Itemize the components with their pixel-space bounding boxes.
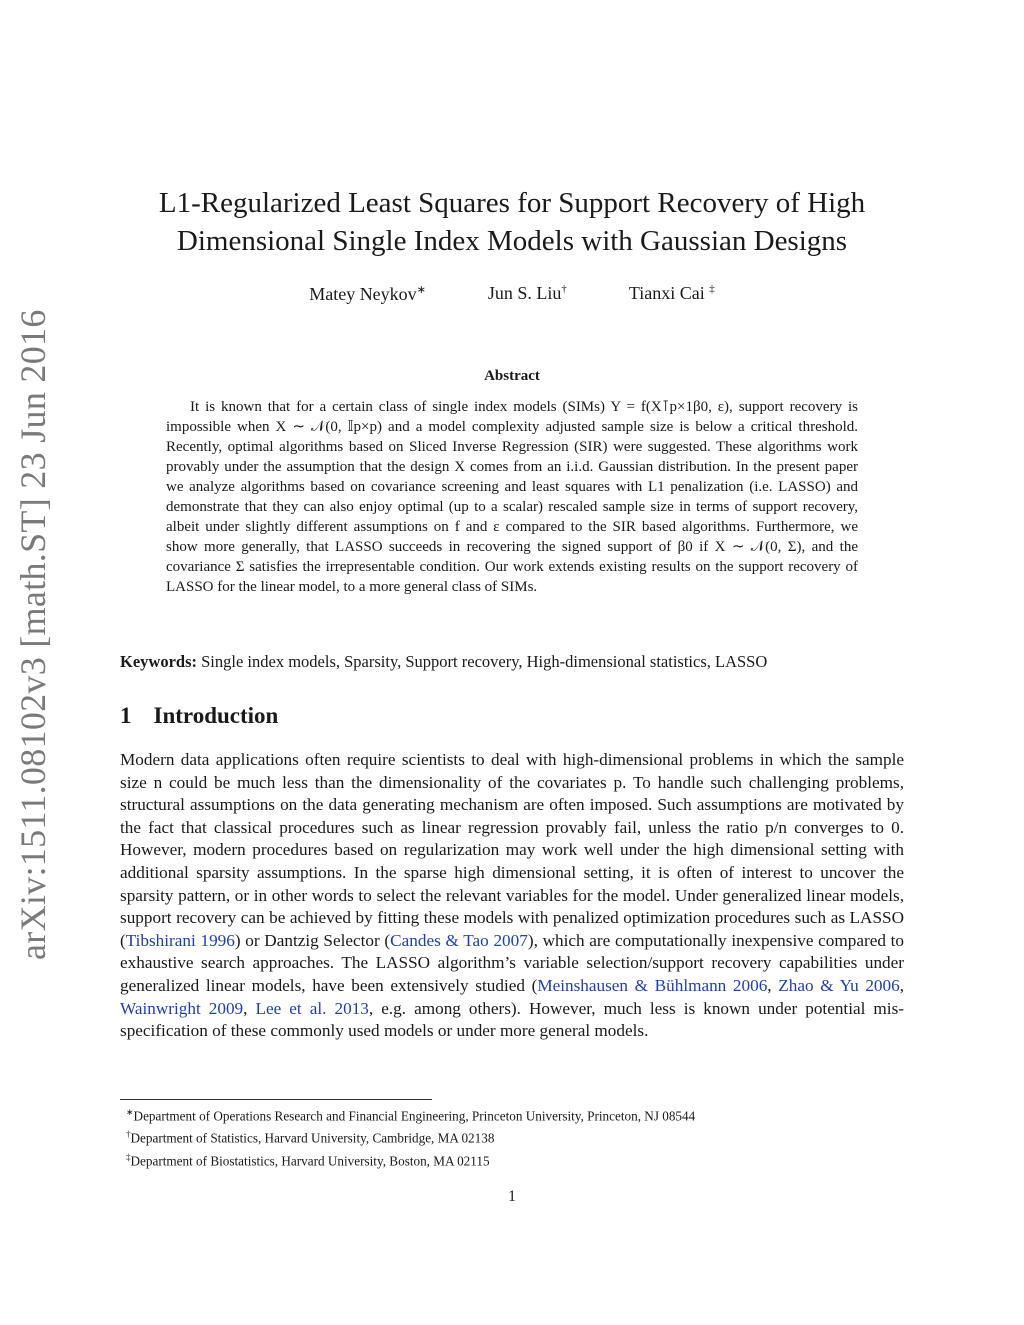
- author: [488, 283, 567, 305]
- title-line-1: L1-Regularized Least Squares for Support Recovery of High: [158, 187, 866, 219]
- introduction-paragraph: [120, 749, 904, 1043]
- footnote-text: Department of Biostatistics, Harvard University, Boston, MA 02115: [130, 1153, 490, 1169]
- section-title: Introduction: [153, 703, 279, 728]
- citation-link[interactable]: Candes & Tao 2007: [390, 930, 528, 950]
- footnote: [120, 1148, 904, 1170]
- abstract-heading: Abstract: [484, 368, 540, 384]
- abstract-text: It is known that for a certain class of single index models (SIMs) Y = f(X⊺p×1β0, ε), support recovery is impossible when X ∼ 𝒩(0, 𝕀p×p) and a model complexity adjusted sample size is below a critical threshold. Recently, optimal algorithms based on Sliced Inverse Regression (SIR) were suggested. These algorithms work provably under the assumption that the design X comes from an i.i.d. Gaussian distribution. In the present paper we analyze algorithms based on covariance screening and least squares with L1 penalization (i.e. LASSO) and demonstrate that they can also enjoy optimal (up to a scalar) rescaled sample size in terms of support recovery, albeit under slightly different assumptions on f and ε compared to the SIR based algorithms. Furthermore, we show more generally, that LASSO succeeds in recovering the signed support of β0 if X ∼ 𝒩(0, Σ), and the covariance Σ satisfies the irrepresentable condition. Our work extends existing results on the support recovery of LASSO for the linear model, to a more general class of SIMs.: [166, 399, 858, 595]
- arxiv-identifier-stamp: arXiv:1511.08102v3 [math.ST] 23 Jun 2016: [13, 309, 53, 960]
- author-name: Matey Neykov: [309, 284, 417, 304]
- citation-link[interactable]: Meinshausen & Bühlmann 2006: [537, 975, 768, 995]
- author-name: Jun S. Liu: [487, 283, 562, 303]
- keywords-label: Keywords:: [120, 652, 197, 671]
- intro-text: , e.g. among others). However, much less is known under potential mis-specification of these commonly used models or under more general models.: [120, 998, 904, 1041]
- footnote: [120, 1103, 904, 1125]
- footnote-mark: ‡: [126, 1151, 131, 1162]
- page-number: 1: [508, 1188, 516, 1205]
- citation-link[interactable]: Zhao & Yu 2006: [778, 975, 900, 995]
- section-heading: [120, 703, 278, 729]
- citation-separator: ,: [899, 975, 904, 995]
- citation-link[interactable]: Wainwright 2009: [120, 998, 244, 1018]
- keywords: [120, 652, 910, 672]
- section-number: 1: [120, 703, 132, 728]
- author-footnote-mark: ‡: [709, 283, 715, 295]
- intro-text: Modern data applications often require scientists to deal with high-dimensional problems in which the sample size n could be much less than the dimensionality of the covariates p. To handle such challenging problems, structural assumptions on the data generating mechanism are often imposed. Such assumptions are motivated by the fact that classical procedures such as linear regression provably fail, unless the ratio p/n converges to 0. However, modern procedures based on regularization may work well under the high dimensional setting with additional sparsity assumptions. In the sparse high dimensional setting, it is often of interest to uncover the sparsity pattern, or in other words to select the relevant variables for the model. Under generalized linear models, support recovery can be achieved by fitting these models with penalized optimization procedures such as LASSO (: [120, 750, 904, 950]
- paper-title: [120, 184, 904, 260]
- footnotes: [120, 1103, 904, 1170]
- author-footnote-mark: ∗: [416, 284, 426, 296]
- author-footnote-mark: †: [561, 283, 567, 295]
- footnote-text: Department of Operations Research and Financial Engineering, Princeton University, Princeton, NJ 08544: [133, 1108, 696, 1124]
- title-line-2: Dimensional Single Index Models with Gaussian Designs: [176, 225, 848, 257]
- footnote-divider: [120, 1099, 432, 1100]
- citation-separator: ,: [243, 998, 256, 1018]
- keywords-text: Single index models, Sparsity, Support recovery, High-dimensional statistics, LASSO: [201, 652, 768, 671]
- footnote-mark: ∗: [126, 1107, 134, 1117]
- intro-text: ), which are computationally inexpensive compared to exhaustive search approaches. The LASSO algorithm’s variable selection/support recovery capabilities under generalized linear models, have been extensively studied (: [120, 930, 904, 995]
- intro-text: ) or Dantzig Selector (: [234, 930, 391, 950]
- footnote-text: Department of Statistics, Harvard University, Cambridge, MA 02138: [130, 1130, 495, 1146]
- author: [629, 283, 715, 305]
- author-name: Tianxi Cai: [628, 283, 705, 303]
- footnote: [120, 1125, 904, 1147]
- citation-link[interactable]: Tibshirani 1996: [125, 930, 235, 950]
- citation-link[interactable]: Lee et al. 2013: [255, 998, 369, 1018]
- author-list: [120, 283, 904, 305]
- author: [309, 283, 426, 305]
- footnote-mark: †: [126, 1129, 131, 1140]
- citation-separator: ,: [767, 975, 779, 995]
